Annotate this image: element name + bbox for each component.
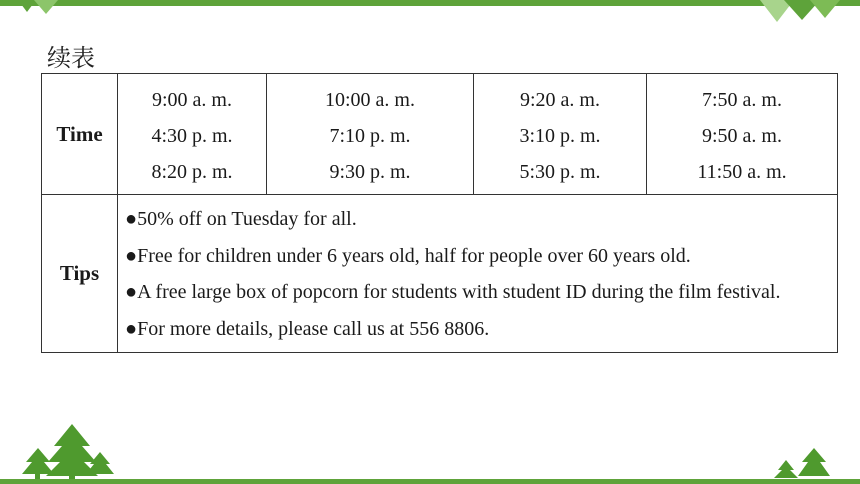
tip-item: ●A free large box of popcorn for students with student ID during the film festival. — [125, 281, 781, 303]
tree-cluster-left-icon — [14, 424, 114, 480]
time-column-1 — [118, 74, 267, 195]
tip-item: ●For more details, please call us at 556 8806. — [125, 317, 490, 340]
showtime: 9:50 a. m. — [702, 125, 782, 147]
tip-item: ●Free for children under 6 years old, half for people over 60 years old. — [125, 244, 691, 267]
showtime: 5:30 p. m. — [519, 161, 601, 183]
showtime: 10:00 a. m. — [325, 89, 415, 111]
time-row-header: Time — [42, 74, 118, 195]
showtime: 4:30 p. m. — [151, 125, 233, 147]
showtime: 9:20 a. m. — [520, 89, 600, 111]
showtime: 7:50 a. m. — [702, 89, 782, 111]
schedule-table — [41, 73, 838, 353]
top-accent-bar — [0, 0, 860, 6]
time-column-3 — [474, 74, 647, 195]
showtime: 9:00 a. m. — [152, 89, 232, 111]
showtime: 8:20 p. m. — [151, 161, 233, 183]
continued-table-caption: 续表 — [47, 44, 95, 72]
tips-row-header: Tips — [42, 195, 118, 353]
tip-item: ●50% off on Tuesday for all. — [125, 208, 357, 230]
tips-cell — [118, 195, 838, 353]
showtime: 7:10 p. m. — [329, 125, 411, 147]
bottom-accent-bar — [0, 479, 860, 484]
time-row — [42, 74, 838, 195]
time-column-2 — [267, 74, 474, 195]
top-left-triangles-decoration — [18, 0, 60, 16]
time-column-4 — [647, 74, 838, 195]
top-right-triangles-decoration — [760, 0, 840, 26]
tips-row — [42, 195, 838, 353]
tree-cluster-right-icon — [770, 448, 830, 480]
showtime: 11:50 a. m. — [697, 161, 787, 183]
showtime: 9:30 p. m. — [329, 161, 411, 183]
showtime: 3:10 p. m. — [519, 125, 601, 147]
